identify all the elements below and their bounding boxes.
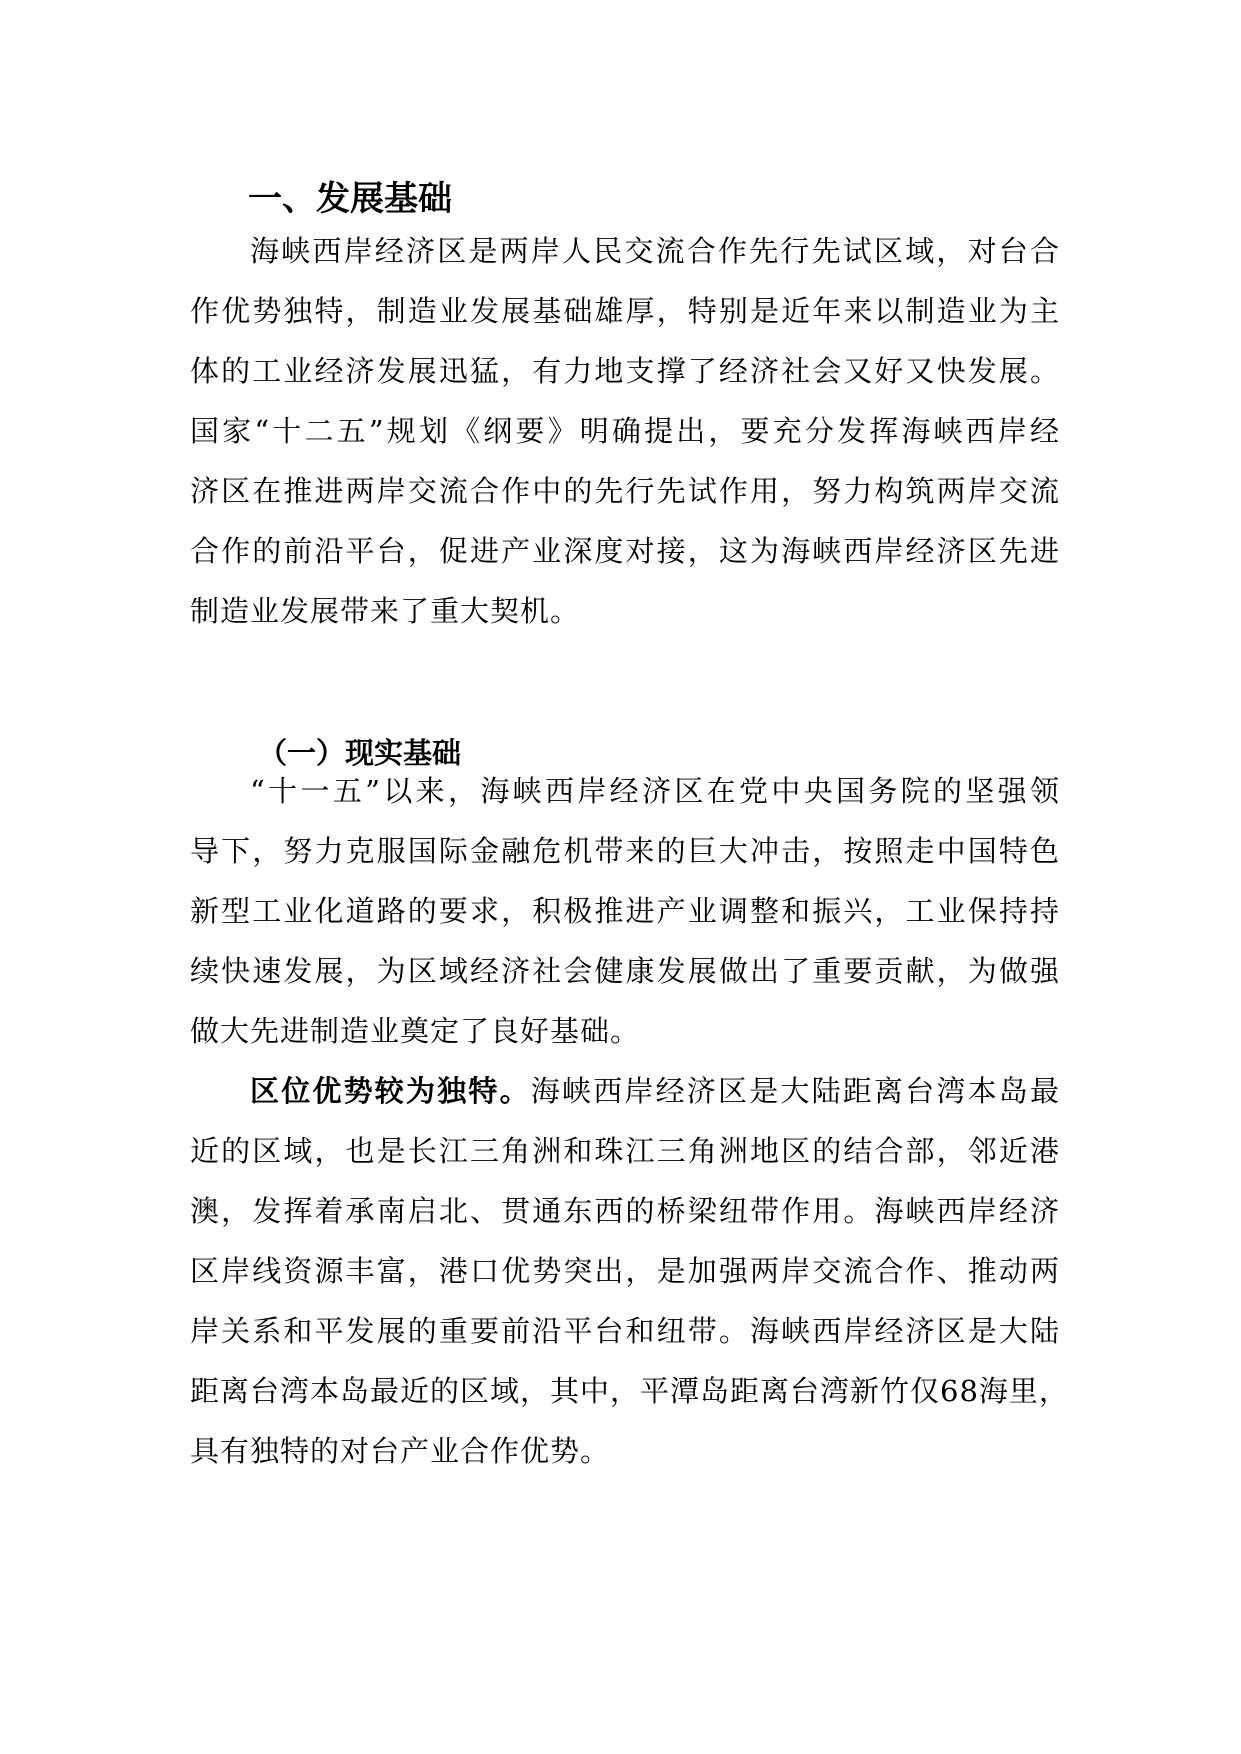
section-heading: 一、发展基础 <box>248 179 452 219</box>
paragraph-lead: 区位优势较为独特。 <box>250 1074 531 1108</box>
paragraph-line: 体的工业经济发展迅猛，有力地支撑了经济社会又好又快发展。 <box>190 354 1060 388</box>
paragraph-line: 新型工业化道路的要求，积极推进产业调整和振兴，工业保持持 <box>190 894 1060 928</box>
paragraph-text: 海峡西岸经济区是大陆距离台湾本岛最 <box>530 1074 1060 1108</box>
paragraph-line: 合作的前沿平台，促进产业深度对接，这为海峡西岸经济区先进 <box>190 534 1060 568</box>
paragraph-line: 作优势独特，制造业发展基础雄厚，特别是近年来以制造业为主 <box>190 294 1060 328</box>
paragraph-line: “十一五”以来，海峡西岸经济区在党中央国务院的坚强领 <box>250 774 1060 808</box>
paragraph-line: 做大先进制造业奠定了良好基础。 <box>190 1014 641 1048</box>
paragraph-line: 国家“十二五”规划《纲要》明确提出，要充分发挥海峡西岸经 <box>190 414 1060 448</box>
paragraph-line: 具有独特的对台产业合作优势。 <box>190 1434 611 1468</box>
paragraph-line: 制造业发展带来了重大契机。 <box>190 594 581 628</box>
paragraph-line: 导下，努力克服国际金融危机带来的巨大冲击，按照走中国特色 <box>190 834 1060 868</box>
paragraph-line: 区岸线资源丰富，港口优势突出，是加强两岸交流合作、推动两 <box>190 1254 1060 1288</box>
paragraph-line: 海峡西岸经济区是两岸人民交流合作先行先试区域，对台合 <box>250 234 1060 268</box>
subsection-heading: （一）现实基础 <box>258 736 462 770</box>
paragraph-line: 距离台湾本岛最近的区域，其中，平潭岛距离台湾新竹仅68海里， <box>190 1374 1069 1408</box>
paragraph-line: 济区在推进两岸交流合作中的先行先试作用，努力构筑两岸交流 <box>190 474 1060 508</box>
paragraph-first-line <box>250 1066 1060 1116</box>
paragraph-line: 岸关系和平发展的重要前沿平台和纽带。海峡西岸经济区是大陆 <box>190 1314 1060 1348</box>
paragraph-line: 续快速发展，为区域经济社会健康发展做出了重要贡献，为做强 <box>190 954 1060 988</box>
paragraph-line: 近的区域，也是长江三角洲和珠江三角洲地区的结合部，邻近港 <box>190 1134 1060 1168</box>
paragraph-line: 澳，发挥着承南启北、贯通东西的桥梁纽带作用。海峡西岸经济 <box>190 1194 1060 1228</box>
